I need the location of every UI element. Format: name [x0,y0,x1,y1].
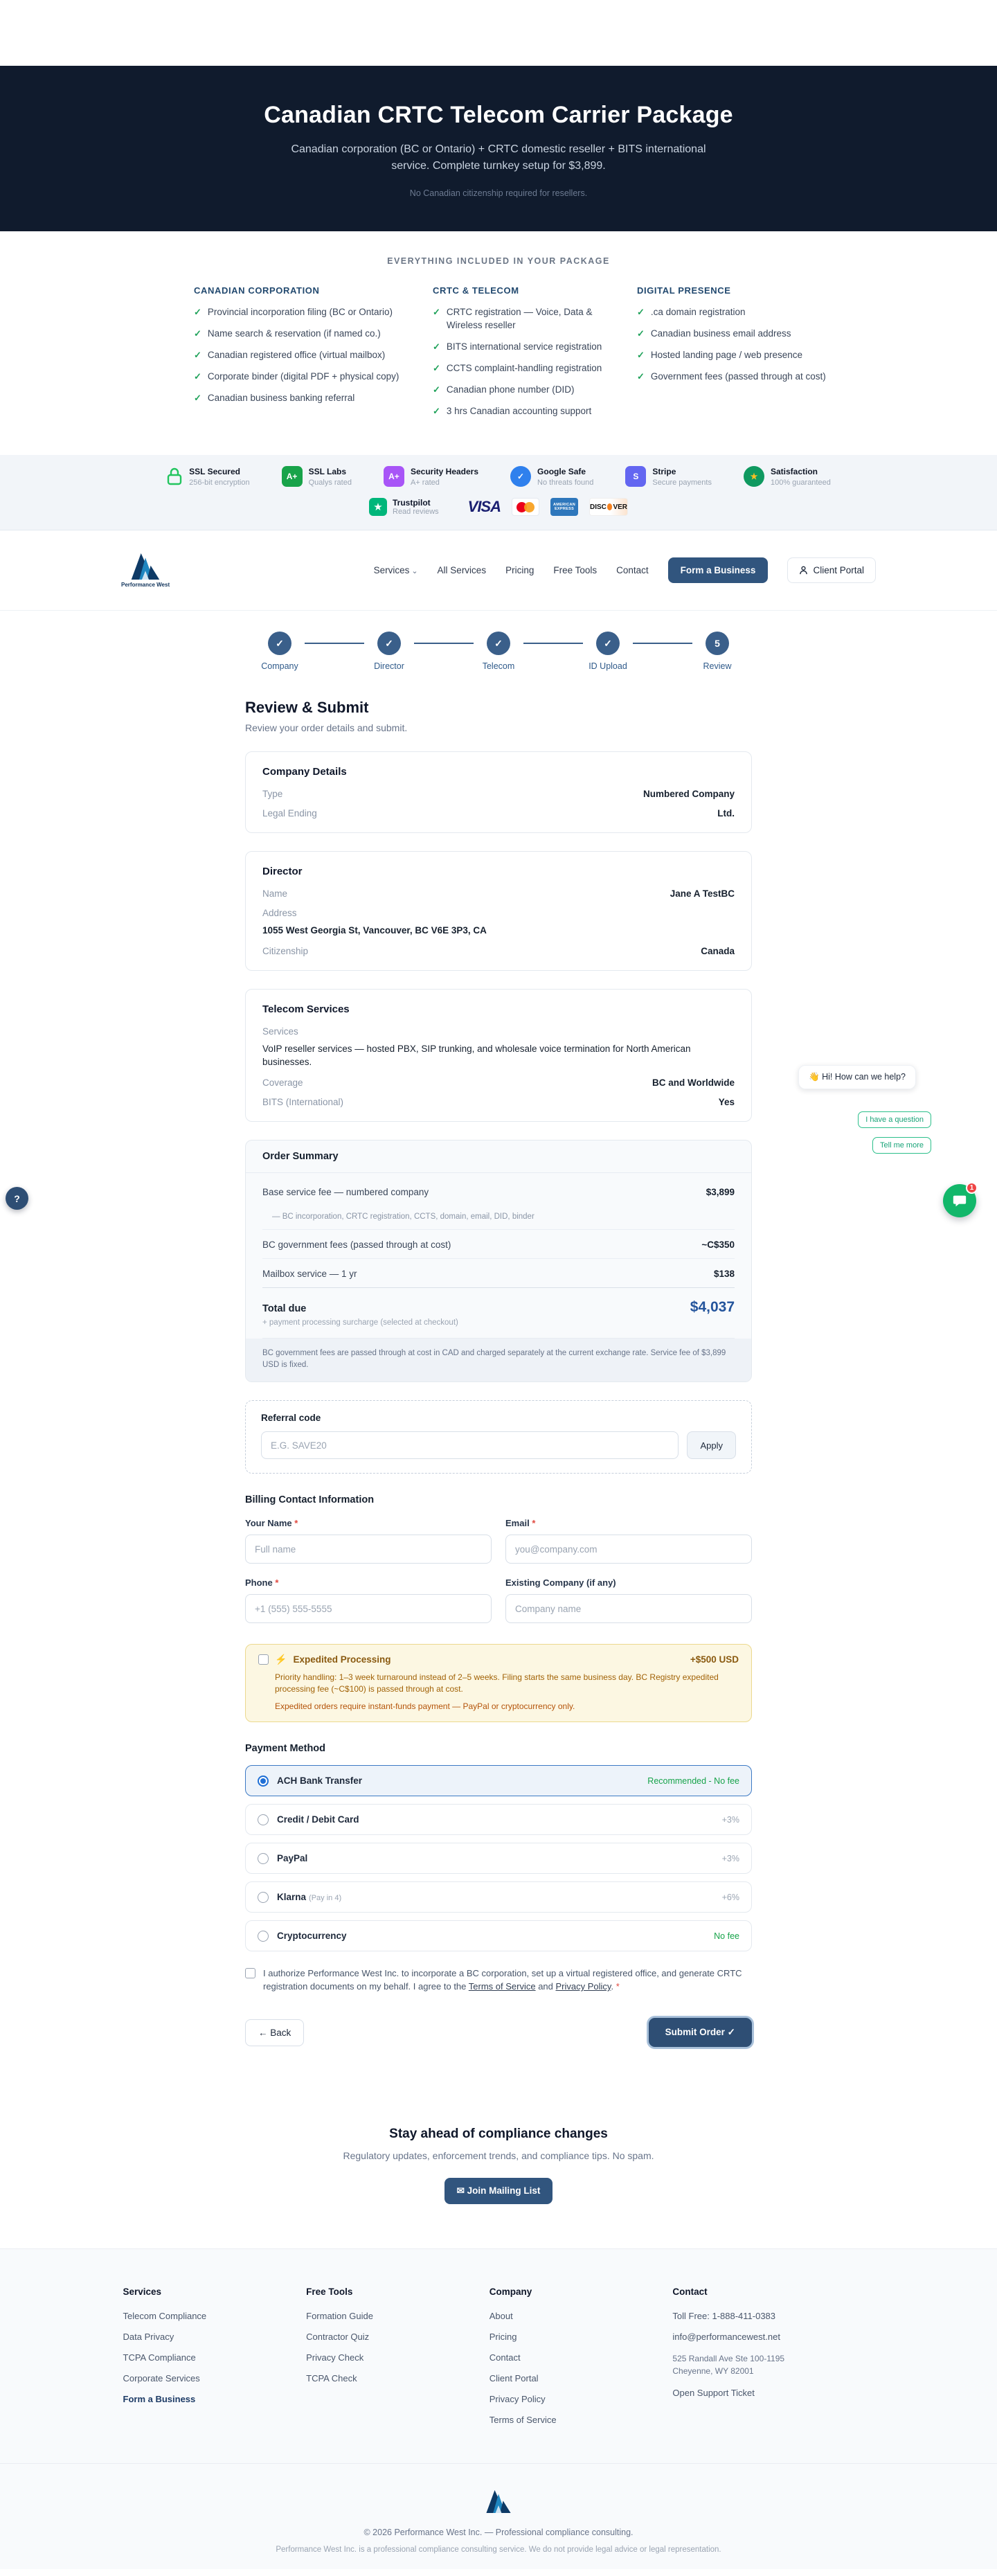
footer-column-title: Contact [672,2287,708,2297]
brand-logo[interactable] [121,553,170,588]
badge-security-headers [384,466,478,487]
badge-satisfaction [744,466,831,487]
row-label: Mailbox service — 1 yr [262,1269,357,1279]
expedited-price: +$500 USD [690,1654,739,1665]
row-value: Ltd. [717,808,735,819]
total-label: Total due [262,1303,307,1314]
director-card [245,851,752,971]
expedited-description: Priority handling: 1–3 week turnaround instead of 2–5 weeks. Filing starts the same business day. BC Registry expedited processing fee (~C$100) is passed through at cost. [275,1672,719,1694]
existing-company-input[interactable] [505,1594,752,1623]
check-icon: ✓ [194,328,201,339]
footer-link-tcpa-compliance[interactable]: TCPA Compliance [123,2352,196,2363]
chat-bubble-icon [952,1193,967,1208]
chat-quick-reply-tell-more[interactable]: Tell me more [872,1137,931,1154]
card-title: Director [262,866,303,877]
footer-column-title: Company [489,2287,532,2297]
trustpilot-title: Trustpilot [393,498,431,508]
footer-logo-icon [485,2490,512,2513]
row-label: BC government fees (passed through at cost) [262,1240,451,1250]
referral-code-box [245,1400,752,1474]
required-asterisk: * [616,1981,620,1992]
person-icon [799,566,808,575]
badge-sub: A+ rated [410,478,440,487]
brand-name: Performance West [121,581,170,588]
step-number: 5 [706,632,729,655]
chat-greeting-bubble[interactable]: 👋 Hi! How can we help? [798,1065,916,1089]
included-column-corporation [194,285,402,426]
chevron-down-icon: ⌄ [411,567,418,575]
row-label: BITS (International) [262,1097,344,1107]
footer-link-formation-guide[interactable]: Formation Guide [306,2311,373,2321]
payment-option-card[interactable] [245,1804,752,1835]
footer-link-privacy-check[interactable]: Privacy Check [306,2352,364,2363]
radio-icon[interactable] [258,1853,269,1864]
check-icon: ✓ [433,363,440,373]
row-value: BC and Worldwide [652,1077,735,1088]
list-item-text: Government fees (passed through at cost) [650,371,826,382]
card-title: Company Details [262,766,347,778]
lightning-icon: ⚡ [275,1654,287,1665]
required-asterisk: * [275,1577,279,1588]
step-telecom[interactable] [474,632,523,671]
badge-sub: Secure payments [652,478,712,487]
section-subtitle: Review your order details and submit. [245,722,408,733]
list-item-text: BITS international service registration [446,341,602,352]
list-item-text: CRTC registration — Voice, Data & Wireless reseller [446,307,593,330]
row-value: Numbered Company [643,789,735,799]
included-column-title: CANADIAN CORPORATION [194,285,320,296]
footer-column-contact [672,2287,874,2435]
section-title: Review & Submit [245,699,369,716]
required-asterisk: * [532,1518,536,1528]
email-input[interactable] [505,1535,752,1564]
stripe-icon: S [625,466,646,487]
footer-link-terms-of-service[interactable]: Terms of Service [489,2415,557,2425]
submit-order-button[interactable]: Submit Order ✓ [649,2018,752,2047]
amex-line: AMERICAN [553,503,576,507]
field-label: Your Name * [245,1518,298,1528]
list-item [637,305,831,319]
star-circle-icon: ★ [744,466,764,487]
company-field-group [505,1577,752,1623]
footer-column-title: Free Tools [306,2287,353,2297]
footer-column-title: Services [123,2287,162,2297]
check-icon: ✓ [637,371,645,382]
join-mailing-list-button[interactable]: ✉ Join Mailing List [444,2178,553,2204]
payment-label: Klarna (Pay in 4) [277,1892,342,1902]
list-item [637,370,831,383]
payment-fee: No fee [714,1931,739,1941]
row-label: Coverage [262,1077,303,1088]
nav-item-pricing[interactable]: Pricing [505,565,535,575]
badge-title: Stripe [652,466,676,476]
payment-fee: Recommended - No fee [647,1776,739,1786]
included-columns [194,285,826,426]
footer-link-about[interactable]: About [489,2311,513,2321]
payment-option-crypto[interactable] [245,1920,752,1951]
check-icon: ✓ [433,341,440,352]
amex-logo [550,498,578,516]
footer-column-free-tools [306,2287,489,2435]
check-icon: ✓ [637,350,645,360]
row-value: $138 [713,1269,735,1279]
field-label: Existing Company (if any) [505,1577,616,1588]
list-item [433,305,606,332]
chat-unread-badge: 1 [966,1182,978,1194]
payment-sublabel: (Pay in 4) [309,1894,342,1902]
radio-selected-icon[interactable] [258,1776,269,1787]
detail-row [262,808,735,819]
list-item-text: Corporate binder (digital PDF + physical copy) [207,371,399,382]
step-connector [414,643,474,644]
order-row [262,1230,735,1259]
step-id-upload[interactable] [583,632,633,671]
payment-label: Cryptocurrency [277,1931,347,1941]
check-icon: ✓ [433,406,440,416]
payment-option-klarna[interactable] [245,1881,752,1913]
order-summary-card [245,1140,752,1382]
nav-item-label: Services [373,565,410,575]
step-connector [633,643,692,644]
payment-option-ach[interactable] [245,1765,752,1796]
list-item [433,383,606,396]
row-label: Base service fee — numbered company [262,1187,429,1197]
check-icon: ✓ [637,328,645,339]
nav-item-free-tools[interactable]: Free Tools [553,565,598,575]
authorization-row [245,1967,752,1993]
payment-fee: +3% [721,1853,739,1863]
expedited-checkbox[interactable] [258,1654,269,1665]
newsletter-subtitle: Regulatory updates, enforcement trends, and compliance tips. No spam. [343,2150,654,2161]
step-review[interactable] [692,632,742,671]
chat-quick-reply-question[interactable]: I have a question [858,1111,931,1128]
hero-section [0,66,997,231]
footer-link-privacy-policy[interactable]: Privacy Policy [489,2394,546,2404]
step-connector [305,643,364,644]
step-check-icon: ✓ [596,632,620,655]
step-connector [523,643,583,644]
list-item [637,348,831,361]
expedited-title: Expedited Processing [293,1654,391,1665]
list-item-text: Hosted landing page / web presence [650,350,803,360]
list-item [194,391,402,404]
list-item-text: Provincial incorporation filing (BC or Ontario) [207,307,393,317]
row-label: Name [262,888,288,899]
badge-sub: No threats found [537,478,594,487]
badge-title: SSL Secured [189,466,240,476]
total-note: + payment processing surcharge (selected at checkout) [262,1318,735,1339]
step-label: Review [703,661,732,671]
row-label: Services [262,1026,298,1037]
detail-row [262,1097,735,1107]
footer-link-client-portal[interactable]: Client Portal [489,2373,539,2383]
payment-logos [0,498,997,516]
step-label: Company [261,661,298,671]
trustpilot-star-icon: ★ [369,498,387,516]
included-column-title: CRTC & TELECOM [433,285,519,296]
list-item-text: Name search & reservation (if named co.) [207,328,381,339]
footer-link-pricing[interactable]: Pricing [489,2332,517,2342]
row-value: ~C$350 [701,1240,735,1250]
badge-title: Google Safe [537,466,586,476]
payment-label: Credit / Debit Card [277,1814,359,1825]
list-item-text: 3 hrs Canadian accounting support [446,406,592,416]
card-title: Telecom Services [262,1003,350,1015]
billing-fields [245,1518,752,1623]
row-label: Citizenship [262,946,309,956]
hero-note: No Canadian citizenship required for resellers. [409,188,588,198]
payment-label: PayPal [277,1853,308,1863]
footer-link-support-ticket[interactable]: Open Support Ticket [672,2388,755,2398]
detail-row [262,888,735,899]
footer-link-tcpa-check[interactable]: TCPA Check [306,2373,357,2383]
list-item-text: Canadian phone number (DID) [446,384,575,395]
check-icon: ✓ [433,384,440,395]
mastercard-logo [512,498,539,516]
client-portal-button[interactable] [787,557,876,583]
authorization-text: I authorize Performance West Inc. to incorporate a BC corporation, set up a virtual registered office, and generate CRTC registration documents on my behalf. I agree to the Terms of Service and Privacy Policy. * [263,1968,742,1992]
step-director[interactable] [364,632,414,671]
badge-title: Security Headers [410,466,479,476]
detail-block [262,1026,735,1068]
footer-address: 525 Randall Ave Ste 100-1195 Cheyenne, WY 82001 [672,2354,785,2376]
list-item [637,327,831,340]
referral-label: Referral code [261,1413,321,1423]
trustpilot-sub: Read reviews [393,508,439,516]
footer-phone[interactable]: Toll Free: 1-888-411-0383 [672,2311,776,2321]
check-circle-icon: ✓ [510,466,531,487]
row-value: Yes [718,1097,735,1107]
form-a-business-button[interactable]: Form a Business [668,557,769,583]
payment-method-list [245,1765,752,1951]
email-field-group [505,1518,752,1564]
name-field-group [245,1518,492,1564]
authorization-checkbox[interactable] [245,1968,255,1978]
detail-row [262,946,735,956]
step-check-icon: ✓ [487,632,510,655]
list-item [433,340,606,353]
detail-block [262,908,735,937]
footer [0,2248,997,2569]
check-icon: ✓ [194,393,201,403]
included-section [0,231,997,455]
progress-stepper [0,611,997,689]
order-row-note: — BC incorporation, CRTC registration, CCTS, domain, email, DID, binder [262,1206,735,1230]
badge-ssl-labs [282,466,352,487]
radio-icon[interactable] [258,1892,269,1903]
expedited-note: Expedited orders require instant-funds payment — PayPal or cryptocurrency only. [275,1701,575,1711]
chat-launcher-button[interactable] [943,1184,976,1217]
list-item [433,361,606,375]
disclaimer-text: Performance West Inc. is a professional compliance consulting service. We do not provide legal advice or legal representation. [276,2546,721,2554]
company-details-card [245,751,752,833]
newsletter-title: Stay ahead of compliance changes [389,2127,608,2141]
newsletter-section [0,2085,997,2248]
step-check-icon: ✓ [377,632,401,655]
badge-title: SSL Labs [308,466,347,476]
order-row [262,1259,735,1287]
row-label: Address [262,908,297,918]
check-icon: ✓ [194,350,201,360]
expedited-processing-box [245,1644,752,1722]
discover-text: DISC [590,503,607,511]
badge-sub: Qualys rated [308,478,352,487]
help-button[interactable] [6,1187,28,1210]
list-item [194,327,402,340]
question-mark-icon: ? [14,1192,20,1204]
footer-column-company [489,2287,673,2435]
grade-a-plus-icon: A+ [282,466,303,487]
referral-code-input[interactable] [261,1431,679,1459]
review-form [245,699,752,2085]
nav-item-services[interactable] [374,565,418,575]
step-label: ID Upload [589,661,627,671]
badge-sub: 256-bit encryption [189,478,250,487]
step-label: Telecom [482,661,515,671]
radio-icon[interactable] [258,1931,269,1942]
check-icon: ✓ [637,307,645,317]
apply-button[interactable]: Apply [687,1431,736,1459]
list-item-text: Canadian business banking referral [207,393,355,403]
amex-line: EXPRESS [554,507,575,511]
badge-stripe [625,466,712,487]
back-button[interactable]: ← Back [245,2019,304,2046]
copyright-text: © 2026 Performance West Inc. — Professional compliance consulting. [363,2528,634,2537]
lock-icon [166,467,183,486]
list-item-text: CCTS complaint-handling registration [446,363,602,373]
list-item-text: Canadian business email address [650,328,791,339]
name-input[interactable] [245,1535,492,1564]
list-item [194,348,402,361]
trust-strip [0,455,997,530]
discover-text: VER [613,503,627,511]
required-asterisk: * [294,1518,298,1528]
footer-column-services [123,2287,307,2435]
field-label: Email * [505,1518,536,1528]
list-item-text: Canadian registered office (virtual mailbox) [207,350,386,360]
row-value: $3,899 [706,1187,735,1197]
check-icon: ✓ [194,371,201,382]
field-label: Phone * [245,1577,279,1588]
radio-icon[interactable] [258,1814,269,1825]
included-column-digital [637,285,831,426]
footer-link-form-a-business[interactable]: Form a Business [123,2394,196,2404]
row-value: 1055 West Georgia St, Vancouver, BC V6E 3P3, CA [262,925,487,936]
logo-mountain-icon [129,553,161,580]
total-row [262,1288,735,1318]
badge-google-safe [510,466,593,487]
order-footnote: BC government fees are passed through at cost in CAD and charged separately at the current exchange rate. Service fee of $3,899 USD is fixed. [246,1339,751,1381]
step-check-icon: ✓ [268,632,291,655]
navbar [0,530,997,611]
payment-method-heading: Payment Method [245,1743,326,1754]
trust-badges [0,466,997,487]
order-row [262,1177,735,1206]
billing-heading: Billing Contact Information [245,1494,375,1505]
phone-field-group [245,1577,492,1623]
list-item [433,404,606,418]
nav-item-contact[interactable]: Contact [616,565,649,575]
badge-ssl-secured [166,467,249,487]
included-column-telecom [433,285,606,426]
payment-option-paypal[interactable] [245,1843,752,1874]
row-value: VoIP reseller services — hosted PBX, SIP trunking, and wholesale voice termination for North American businesses. [262,1044,691,1067]
row-label: Type [262,789,283,799]
footer-link-contractor-quiz[interactable]: Contractor Quiz [306,2332,370,2342]
payment-fee: +3% [721,1814,739,1825]
privacy-policy-link[interactable]: Privacy Policy [555,1981,611,1992]
client-portal-label: Client Portal [813,565,864,575]
discover-logo [589,498,628,516]
detail-row [262,1077,735,1088]
footer-link-data-privacy[interactable]: Data Privacy [123,2332,174,2342]
phone-input[interactable] [245,1594,492,1623]
check-icon: ✓ [194,307,201,317]
included-heading: EVERYTHING INCLUDED IN YOUR PACKAGE [387,256,610,266]
trustpilot-badge[interactable] [369,498,439,516]
form-actions [245,2018,752,2047]
card-title: Order Summary [246,1141,751,1173]
row-label: Legal Ending [262,808,317,819]
footer-link-contact[interactable]: Contact [489,2352,521,2363]
visa-logo: VISA [467,498,501,515]
row-value: Canada [701,946,735,956]
footer-email[interactable]: info@performancewest.net [672,2332,780,2342]
payment-fee: +6% [721,1892,739,1902]
footer-link-corporate-services[interactable]: Corporate Services [123,2373,200,2383]
terms-of-service-link[interactable]: Terms of Service [468,1981,536,1992]
list-item-text: .ca domain registration [650,307,746,317]
step-company[interactable] [255,632,305,671]
detail-row [262,789,735,799]
check-icon: ✓ [433,307,440,317]
total-value: $4,037 [690,1299,735,1315]
included-column-title: DIGITAL PRESENCE [637,285,731,296]
page-title: Canadian CRTC Telecom Carrier Package [264,102,733,128]
nav-item-all-services[interactable]: All Services [437,565,487,575]
top-spacer [0,0,997,66]
row-value: Jane A TestBC [670,888,735,899]
badge-sub: 100% guaranteed [770,478,831,487]
footer-link-telecom-compliance[interactable]: Telecom Compliance [123,2311,207,2321]
list-item [194,370,402,383]
step-label: Director [374,661,404,671]
badge-title: Satisfaction [770,466,818,476]
list-item [194,305,402,319]
hero-subtitle: Canadian corporation (BC or Ontario) + CRTC domestic reseller + BITS international service. Complete turnkey setup for $3,899. [291,143,706,172]
payment-label: ACH Bank Transfer [277,1776,363,1786]
telecom-services-card [245,989,752,1122]
grade-a-plus-icon: A+ [384,466,404,487]
